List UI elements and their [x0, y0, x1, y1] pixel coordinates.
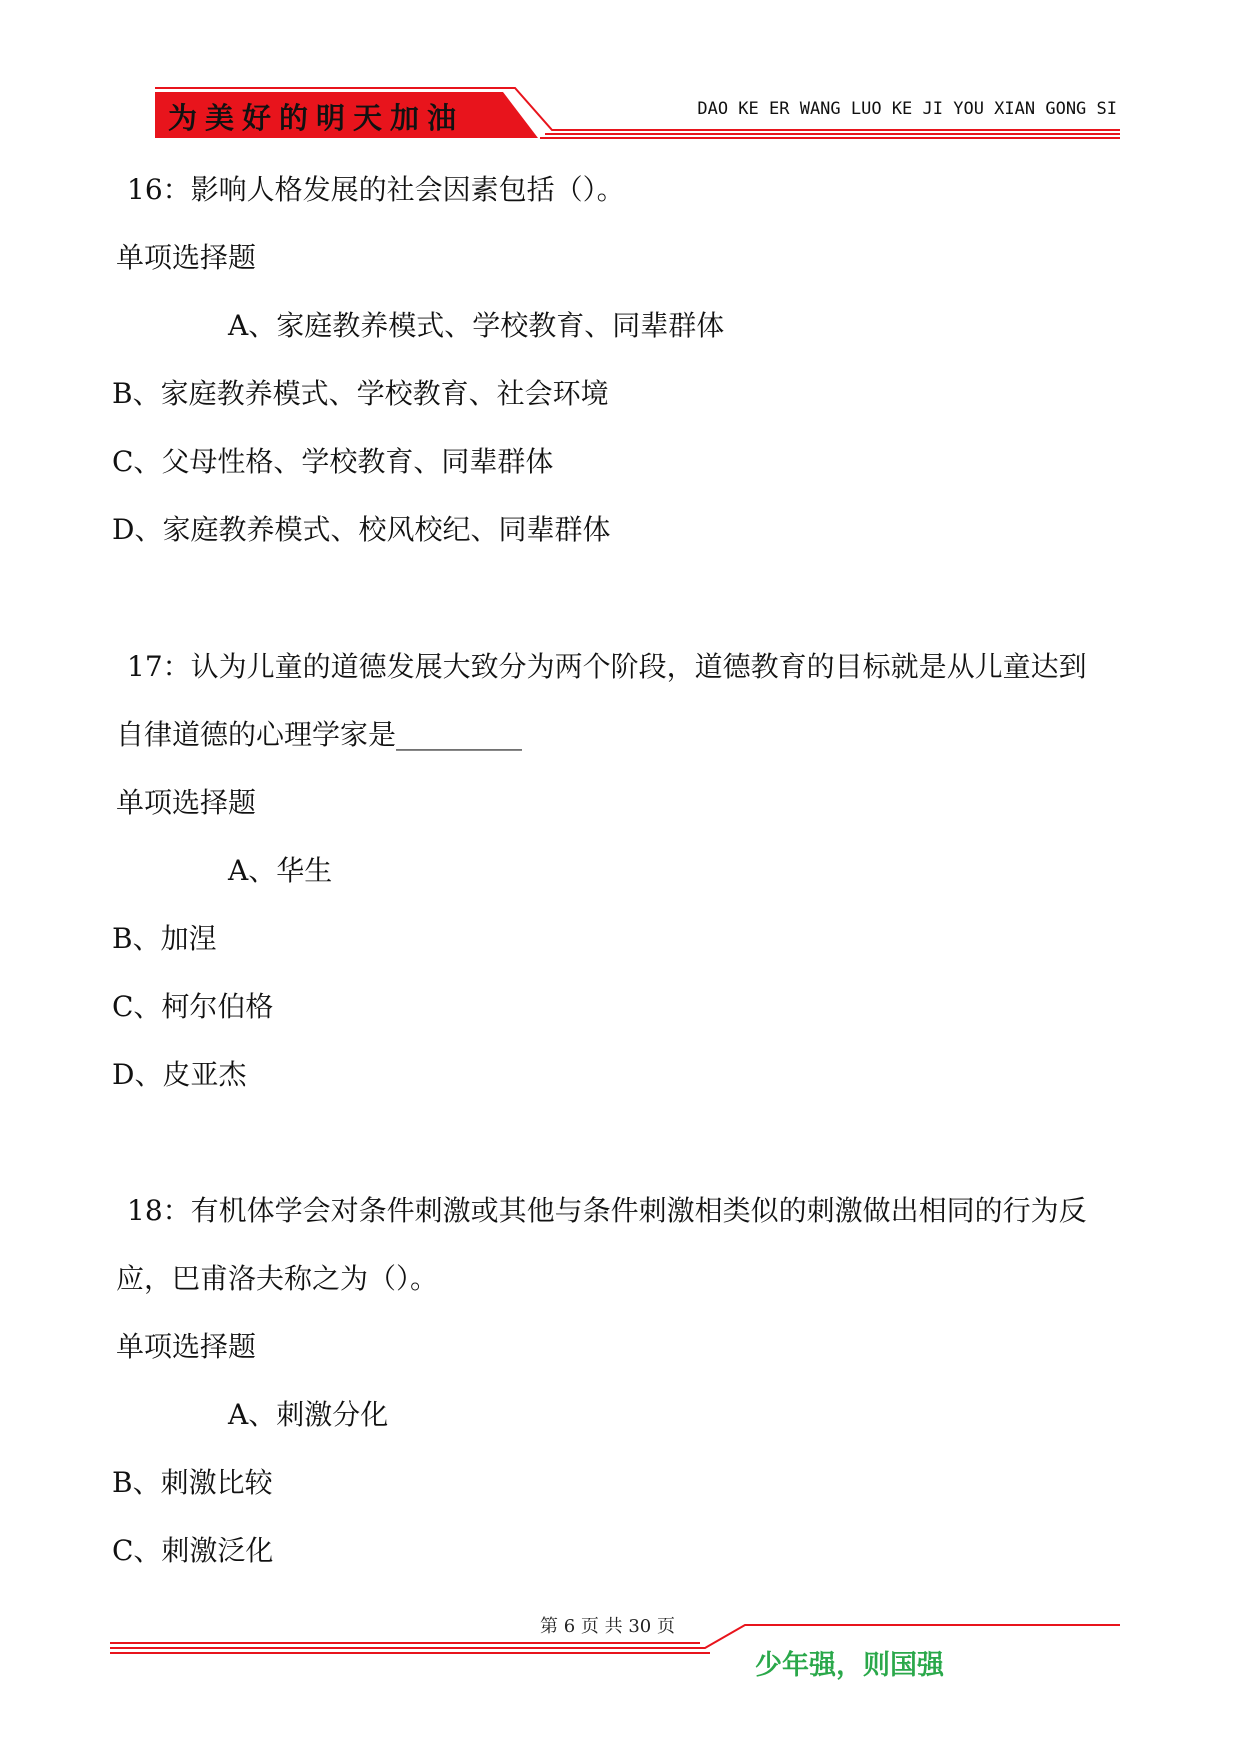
- option-a: A、华生: [228, 854, 333, 887]
- question-stem-continued: 应，巴甫洛夫称之为（）。: [116, 1262, 439, 1295]
- option-a: A、家庭教养模式、学校教育、同辈群体: [228, 309, 725, 342]
- option-b: B、加涅: [112, 922, 217, 955]
- question-stem: 18：有机体学会对条件刺激或其他与条件刺激相类似的刺激做出相同的行为反: [127, 1194, 1087, 1227]
- header-company-name: DAO KE ER WANG LUO KE JI YOU XIAN GONG SI: [697, 99, 1117, 119]
- option-b: B、刺激比较: [112, 1466, 273, 1499]
- question-stem-continued: 自律道德的心理学家是_________: [116, 718, 523, 751]
- option-c: C、刺激泛化: [112, 1534, 274, 1567]
- footer-motto: 少年强，则国强: [755, 1650, 944, 1681]
- header-slogan: 为美好的明天加油: [168, 101, 465, 135]
- page-header: [0, 0, 1235, 160]
- option-a: A、刺激分化: [228, 1398, 389, 1431]
- question-type: 单项选择题: [116, 1330, 257, 1363]
- question-type: 单项选择题: [116, 786, 257, 819]
- question-stem: 17：认为儿童的道德发展大致分为两个阶段，道德教育的目标就是从儿童达到: [127, 650, 1087, 683]
- page-number: 第 6 页 共 30 页: [540, 1616, 675, 1637]
- option-c: C、柯尔伯格: [112, 990, 274, 1023]
- option-d: D、皮亚杰: [112, 1058, 247, 1091]
- question-type: 单项选择题: [116, 241, 257, 274]
- option-d: D、家庭教养模式、校风校纪、同辈群体: [112, 513, 611, 546]
- option-b: B、家庭教养模式、学校教育、社会环境: [112, 377, 609, 410]
- question-stem: 16：影响人格发展的社会因素包括（）。: [127, 173, 625, 206]
- option-c: C、父母性格、学校教育、同辈群体: [112, 445, 554, 478]
